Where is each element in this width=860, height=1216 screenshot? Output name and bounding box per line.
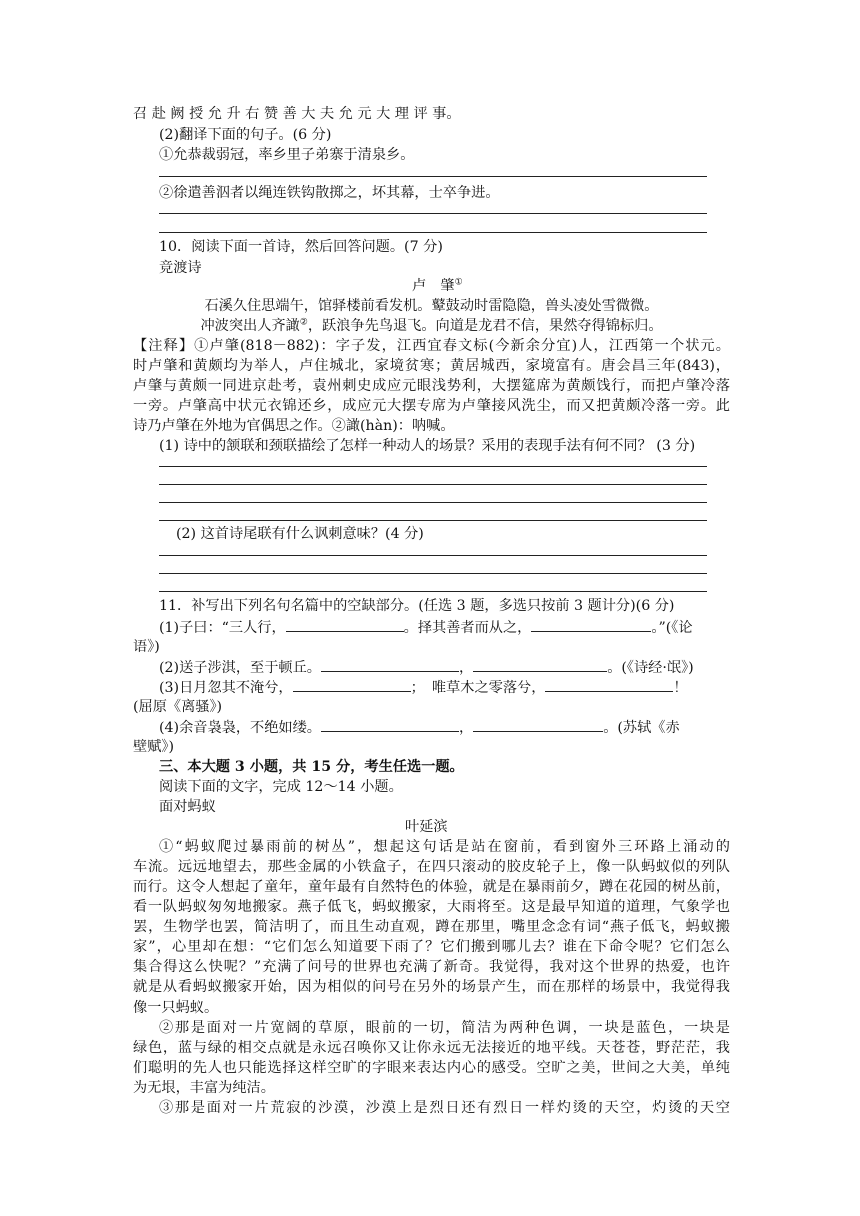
essay-p3-line: ③那是面对一片荒寂的沙漠，沙漠上是烈日还有烈日一样灼烫的天空，灼烫的天空 xyxy=(159,1100,730,1116)
fill-blank[interactable] xyxy=(545,677,673,692)
essay-title: 面对蚂蚁 xyxy=(159,799,216,815)
q11-item-4-cont: 壁赋》) xyxy=(133,739,174,755)
answer-line[interactable] xyxy=(159,591,707,592)
fill-blank[interactable] xyxy=(473,717,603,732)
answer-line[interactable] xyxy=(159,466,707,467)
essay-p1-line: 像一只蚂蚁。 xyxy=(133,1000,219,1016)
essay-p1-line: 罢，生物学也罢，简洁明了，而且生动直观，蹲在那里，嘴里念念有词“燕子低飞，蚂蚁搬 xyxy=(133,919,730,935)
section-3-instruction: 阅读下面的文字，完成 12～14 小题。 xyxy=(159,779,403,795)
q11-item-3: (3)日月忽其不淹兮， ； 唯草木之零落兮， ！ xyxy=(159,677,688,698)
poem-line-2: 冲波突出人齐譀②，跃浪争先鸟退飞。向道是龙君不信，果然夺得锦标归。 xyxy=(200,317,663,334)
q11-item-2: (2)送子涉淇，至于顿丘。 ， 。(《诗经·氓》) xyxy=(159,657,694,678)
answer-line[interactable] xyxy=(159,176,707,177)
poem-author: 卢 肇① xyxy=(412,277,463,294)
note-line: 卢肇与黄颇一同进京赴考，袁州刺史成应元眼浅势利，大摆筵席为黄颇饯行，而把卢肇冷落 xyxy=(133,378,730,394)
essay-p2-line: ②那是面对一片宽阔的草原，眼前的一切，简洁为两种色调，一块是蓝色，一块是 xyxy=(159,1020,730,1036)
answer-line[interactable] xyxy=(159,573,707,574)
answer-line[interactable] xyxy=(159,484,707,485)
answer-line[interactable] xyxy=(159,232,707,233)
note-line: 诗乃卢肇在外地为官偶思之作。②譀(hàn)：呐喊。 xyxy=(133,418,455,434)
essay-p2-line: 为无垠，丰富为纯洁。 xyxy=(133,1080,275,1096)
translate-sentence-1: ①允恭裁弱冠，率乡里子弟寨于清泉乡。 xyxy=(159,147,415,163)
q11-item-1-cont: 语》) xyxy=(133,639,160,655)
essay-p2-line: 绿色，蓝与绿的相交点就是永远召唤你又让你永远无法接近的地平线。天苍苍，野茫茫，我 xyxy=(133,1040,730,1056)
q11-item-4: (4)余音袅袅，不绝如缕。 ， 。(苏轼《赤 xyxy=(159,717,680,738)
answer-line[interactable] xyxy=(159,213,707,214)
essay-p1-line: 车流。远远地望去，那些金属的小铁盒子，在四只滚动的胶皮轮子上，像一队蚂蚁似的列队 xyxy=(133,859,730,875)
essay-p1-line: 集合得这么快呢？”充满了问号的世界也充满了新奇。我觉得，我对这个世界的热爱，也许 xyxy=(133,959,730,975)
answer-line[interactable] xyxy=(159,555,707,556)
fill-blank[interactable] xyxy=(286,617,404,632)
note-line: 【注释】①卢肇(818－882)：字子发，江西宜春文标(今新余分宜)人，江西第一个状元。 xyxy=(133,338,730,354)
essay-p1-line: 就是从看蚂蚁搬家开始，因为相似的问号在另外的场景产生，而在那样的场景中，我觉得我 xyxy=(133,979,730,995)
fill-blank[interactable] xyxy=(531,617,651,632)
fill-blank[interactable] xyxy=(473,657,607,672)
q11-item-3-cont: (屈原《离骚》) xyxy=(133,699,223,715)
note-line: 一旁。卢肇高中状元衣锦还乡，成应元大摆专席为卢肇接风洗尘，而又把黄颇冷落一旁。此 xyxy=(133,398,730,414)
essay-p2-line: 们聪明的先人也只能选择这样空旷的字眼来表达内心的感受。空旷之美，世间之大美，单纯 xyxy=(133,1060,730,1076)
poem-title: 竞渡诗 xyxy=(159,260,202,276)
fill-blank[interactable] xyxy=(321,717,459,732)
answer-continuation: 召 赴 阙 授 允 升 右 赞 善 大 夫 允 元 大 理 评 事。 xyxy=(133,106,461,122)
essay-author: 叶延滨 xyxy=(405,819,448,835)
q10-sub2: (2) 这首诗尾联有什么讽刺意味？(4 分) xyxy=(176,526,424,542)
answer-line[interactable] xyxy=(159,502,707,503)
note-line: 时卢肇和黄颇均为举人，卢住城北，家境贫寒；黄居城西，家境富有。唐会昌三年(843)， xyxy=(133,358,730,374)
poem-line-1: 石溪久住思端午，馆驿楼前看发机。鼙鼓动时雷隐隐，兽头凌处雪微微。 xyxy=(204,298,659,314)
fill-blank[interactable] xyxy=(293,677,411,692)
q10-sub1: (1) 诗中的颔联和颈联描绘了怎样一种动人的场景？采用的表现手法有何不同？ (3 分) xyxy=(159,438,696,454)
translate-sentence-2: ②徐遣善泅者以绳连铁钩散掷之，坏其幕，士卒争进。 xyxy=(159,185,500,201)
fill-blank[interactable] xyxy=(321,657,459,672)
essay-p1-line: 而行。这令人想起了童年，童年最有自然特色的体验，就是在暴雨前夕，蹲在花园的树丛前， xyxy=(133,879,730,895)
q10-title: 10．阅读下面一首诗，然后回答问题。(7 分) xyxy=(159,239,443,255)
q9-sub2-title: (2)翻译下面的句子。(6 分) xyxy=(159,127,332,143)
section-3-title: 三、本大题 3 小题，共 15 分，考生任选一题。 xyxy=(159,759,464,775)
q11-item-1: (1)子曰：“三人行， 。择其善者而从之， 。”(《论 xyxy=(159,617,693,638)
essay-p1-line: 看一队蚂蚁匆匆地搬家。燕子低飞，蚂蚁搬家，大雨将至。这是最早知道的道理，气象学也 xyxy=(133,899,730,915)
essay-p1-line: ①“蚂蚁爬过暴雨前的树丛”，想起这句话是站在窗前，看到窗外三环路上涌动的 xyxy=(159,839,730,855)
answer-line[interactable] xyxy=(159,520,707,521)
q11-title: 11．补写出下列名句名篇中的空缺部分。(任选 3 题，多选只按前 3 题计分)(6 分) xyxy=(159,598,675,614)
essay-p1-line: 家”，心里却在想：“它们怎么知道要下雨了？它们搬到哪儿去？谁在下命令呢？它们怎么 xyxy=(133,939,730,955)
